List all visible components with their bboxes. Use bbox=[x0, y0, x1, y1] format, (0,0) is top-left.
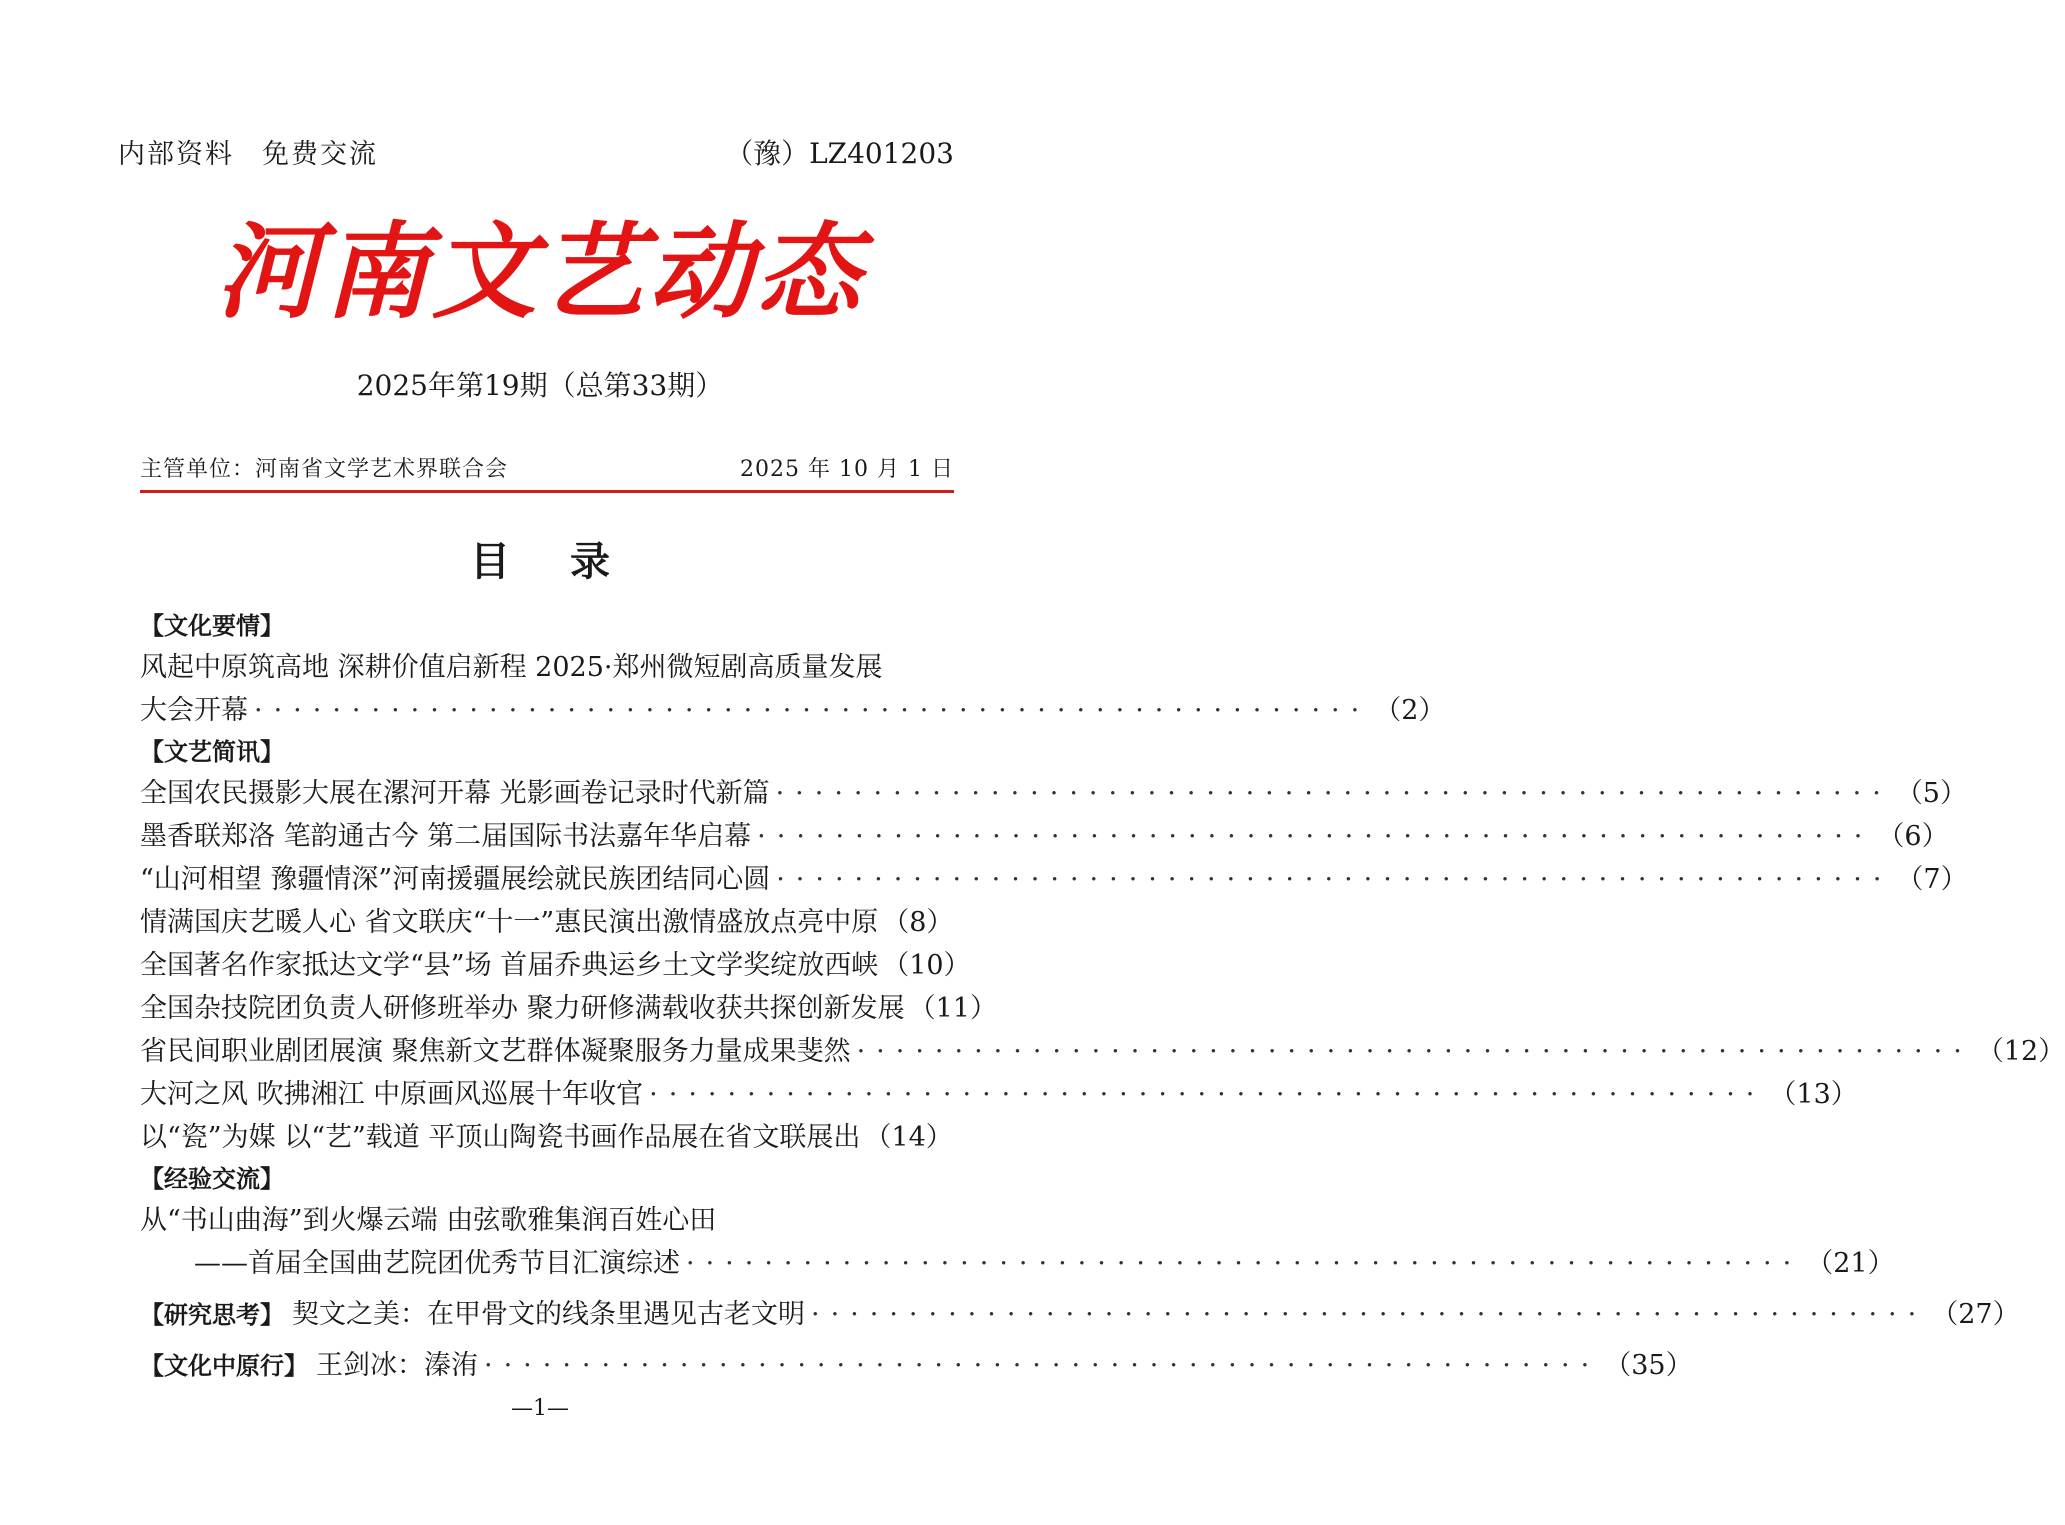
entry-title: 以“瓷”为媒 以“艺”载道 平顶山陶瓷书画作品展在省文联展出 bbox=[140, 1122, 861, 1153]
leader-dots: ························································· bbox=[649, 1079, 1766, 1110]
internal-text: 内部资料 bbox=[118, 139, 234, 170]
entry-page: （14） bbox=[864, 1122, 953, 1153]
publish-date: 2025 年 10 月 1 日 bbox=[740, 457, 954, 482]
toc-entry bbox=[140, 1344, 1693, 1387]
entry-page: （12） bbox=[1976, 1036, 2065, 1067]
entry-title: 契文之美：在甲骨文的线条里遇见古老文明 bbox=[292, 1298, 805, 1330]
page-number: —1— bbox=[511, 1396, 569, 1421]
supervisor: 主管单位：河南省文学艺术界联合会 bbox=[140, 457, 509, 482]
leader-dots: ························································· bbox=[811, 1299, 1928, 1330]
leader-dots: ························································· bbox=[776, 864, 1893, 895]
toc-entry-line: 从“书山曲海”到火爆云端 由弦歌雅集润百姓心田 bbox=[140, 1205, 717, 1236]
toc-entry bbox=[140, 944, 971, 987]
entry-title: “山河相望 豫疆情深”河南援疆展绘就民族团结同心圆 bbox=[140, 864, 771, 895]
toc-entry bbox=[140, 858, 1968, 901]
entry-title: 省民间职业剧团展演 聚焦新文艺群体凝聚服务力量成果斐然 bbox=[140, 1036, 851, 1067]
toc-entry bbox=[140, 1116, 954, 1159]
toc-entry bbox=[140, 1030, 2065, 1073]
leader-dots: ························································· bbox=[775, 778, 1892, 809]
toc-entry bbox=[140, 815, 1949, 858]
leader-dots: ························································· bbox=[686, 1248, 1803, 1279]
entry-page: （6） bbox=[1877, 821, 1949, 852]
entry-title: 大会开幕 bbox=[140, 695, 248, 726]
toc-entry-line: 风起中原筑高地 深耕价值启新程 2025·郑州微短剧高质量发展 bbox=[140, 652, 883, 683]
entry-title: 全国农民摄影大展在漯河开幕 光影画卷记录时代新篇 bbox=[140, 778, 770, 809]
entry-page: （10） bbox=[882, 950, 971, 981]
registration-code: （豫）LZ401203 bbox=[725, 137, 954, 170]
leader-dots: ························································· bbox=[254, 695, 1371, 726]
entry-title: ——首届全国曲艺院团优秀节目汇演综述 bbox=[194, 1248, 680, 1279]
entry-title: 墨香联郑洛 笔韵通古今 第二届国际书法嘉年华启幕 bbox=[140, 821, 752, 852]
section-heading: 【经验交流】 bbox=[140, 1165, 284, 1193]
leader-dots: ························································· bbox=[757, 821, 1874, 852]
red-divider bbox=[140, 490, 954, 493]
toc-entry bbox=[140, 1073, 1858, 1116]
entry-page: （5） bbox=[1895, 778, 1967, 809]
toc-entry bbox=[140, 987, 997, 1030]
toc-entry bbox=[140, 901, 954, 944]
entry-title: 全国著名作家抵达文学“县”场 首届乔典运乡土文学奖绽放西峡 bbox=[140, 950, 879, 981]
section-heading: 【文化要情】 bbox=[140, 612, 284, 640]
section-heading: 【文化中原行】 bbox=[140, 1351, 308, 1380]
toc-entry bbox=[140, 772, 1967, 815]
toc-title bbox=[0, 530, 1080, 587]
entry-page: （7） bbox=[1896, 864, 1968, 895]
internal-label bbox=[118, 132, 378, 171]
section-heading: 【文艺简讯】 bbox=[140, 738, 284, 766]
toc-entry bbox=[140, 1242, 1895, 1285]
entry-title-wrap bbox=[140, 1344, 478, 1388]
table-of-contents bbox=[140, 606, 2065, 1387]
entry-title: 全国杂技院团负责人研修班举办 聚力研修满载收获共探创新发展 bbox=[140, 993, 905, 1024]
free-text: 免费交流 bbox=[262, 139, 378, 170]
leader-dots: ························································· bbox=[484, 1350, 1601, 1381]
entry-title-wrap bbox=[140, 1293, 805, 1337]
toc-title-b: 录 bbox=[570, 539, 610, 585]
entry-title: 情满国庆艺暖人心 省文联庆“十一”惠民演出激情盛放点亮中原 bbox=[140, 907, 879, 938]
entry-page: （13） bbox=[1769, 1079, 1858, 1110]
entry-page: （35） bbox=[1604, 1350, 1693, 1381]
toc-entry bbox=[140, 1293, 2020, 1336]
masthead-title: 河南文艺动态 bbox=[215, 210, 865, 333]
entry-page: （8） bbox=[882, 907, 954, 938]
entry-page: （11） bbox=[908, 993, 997, 1024]
masthead-logo bbox=[210, 190, 870, 340]
leader-dots: ························································· bbox=[856, 1036, 1973, 1067]
entry-title: 大河之风 吹拂湘江 中原画风巡展十年收官 bbox=[140, 1079, 644, 1110]
toc-title-a: 目 bbox=[470, 539, 510, 585]
entry-page: （27） bbox=[1931, 1299, 2020, 1330]
section-heading: 【研究思考】 bbox=[140, 1300, 284, 1329]
entry-page: （21） bbox=[1806, 1248, 1895, 1279]
toc-entry bbox=[140, 689, 1446, 732]
entry-title: 王剑冰：溱洧 bbox=[316, 1349, 478, 1381]
issue-number: 2025年第19期（总第33期） bbox=[356, 369, 724, 402]
entry-page: （2） bbox=[1374, 695, 1446, 726]
